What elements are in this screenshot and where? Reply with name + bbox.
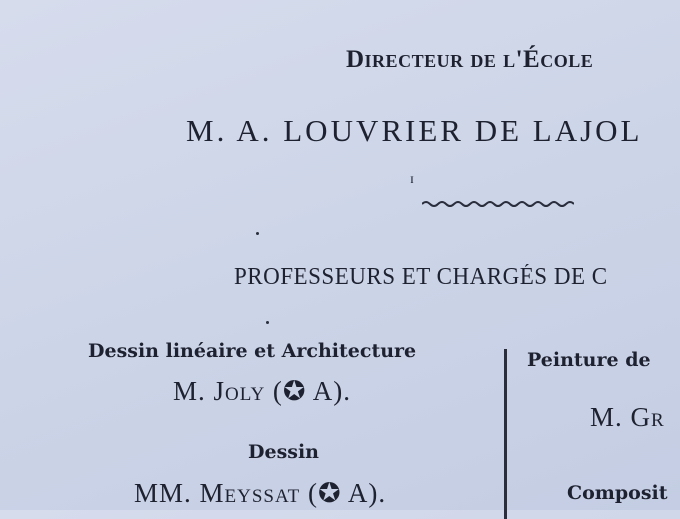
director-name: M. A. LOUVRIER DE LAJOL [186, 113, 643, 148]
wavy-rule [422, 198, 574, 210]
course-label: Peinture de [527, 349, 651, 371]
column-divider [504, 349, 507, 519]
teacher-name: MM. Meyssat (✪ A). [134, 478, 387, 508]
speck [256, 232, 259, 235]
course-label: Composit [567, 482, 668, 504]
stray-mark: ɪ [410, 172, 414, 187]
speck [266, 321, 269, 324]
director-title: Directeur de l'École [346, 46, 594, 73]
course-label: Dessin linéaire et Architecture [88, 340, 417, 362]
teacher-name: M. Gr [590, 402, 665, 432]
section-title: PROFESSEURS ET CHARGÉS DE C [234, 264, 608, 290]
teacher-name: M. Joly (✪ A). [173, 376, 352, 406]
course-label: Dessin [248, 441, 319, 463]
